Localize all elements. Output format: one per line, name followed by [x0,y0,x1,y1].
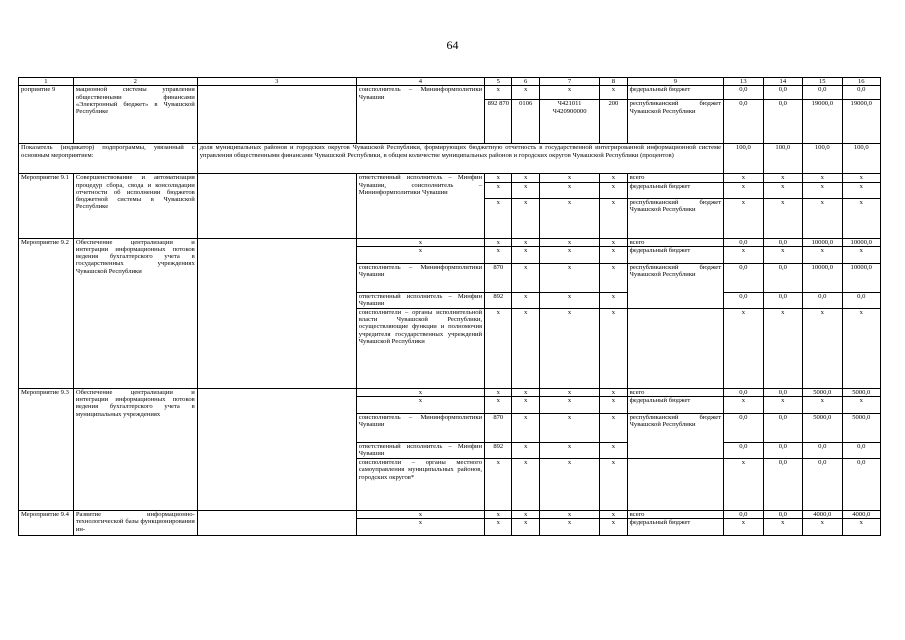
empty-cell [197,174,356,238]
cell: 0,0 [763,443,802,459]
cell: 100,0 [803,144,842,174]
cell: x [512,388,539,396]
cell: x [600,308,627,388]
cell: x [600,414,627,443]
cell: 0,0 [763,263,802,292]
cell: 10000,0 [842,263,880,292]
col-number: 2 [73,78,197,86]
cell: x [763,174,802,182]
col-number: 14 [763,78,802,86]
cell: x [600,174,627,182]
col-number: 4 [356,78,484,86]
cell: x [485,246,512,263]
cell: x [724,174,763,182]
col-number: 8 [600,78,627,86]
cell: 0,0 [842,292,880,308]
table-row [19,174,881,182]
cell: 5000,0 [803,388,842,396]
cell: 0,0 [724,86,763,100]
program-table [18,77,881,536]
cell: x [539,519,599,536]
cell: x [842,308,880,388]
cell: x [539,308,599,388]
funding-source: всего [627,174,724,182]
executor: ответственный исполнитель – Минфин Чувашии [356,443,484,459]
cell: x [356,519,484,536]
cell: 0,0 [763,292,802,308]
cell: x [724,246,763,263]
cell: x [512,182,539,198]
cell: x [763,397,802,414]
cell: 0,0 [842,443,880,459]
indicator-row [19,144,881,174]
cell: x [803,246,842,263]
cell: x [600,519,627,536]
cell: 0,0 [724,263,763,292]
empty-cell [627,459,724,511]
cell: x [600,246,627,263]
cell: 0,0 [724,292,763,308]
executor: соисполнители – органы местного самоуправления муниципальных районов, городских округов* [356,459,484,511]
cell: x [539,86,599,100]
cell: x [512,246,539,263]
cell: x [539,246,599,263]
cell: x [485,308,512,388]
cell: x [512,443,539,459]
col-number: 5 [485,78,512,86]
cell: 892 870 [485,100,512,144]
cell: x [600,443,627,459]
cell: 892 [485,292,512,308]
empty-cell [627,308,724,388]
cell: x [600,388,627,396]
cell: 100,0 [842,144,880,174]
cell: 0,0 [763,100,802,144]
empty-cell [197,511,356,536]
cell: x [356,388,484,396]
event-name: Развитие информационно-технологической базы функционирования ин- [73,511,197,536]
cell: x [600,198,627,238]
cell: x [763,308,802,388]
cell: 0,0 [724,100,763,144]
cell: x [539,443,599,459]
cell: x [724,198,763,238]
funding-source: республиканский бюджет Чувашской Республики [627,414,724,459]
cell: x [763,198,802,238]
cell: x [485,388,512,396]
cell: 0,0 [724,511,763,519]
cell: x [512,238,539,246]
cell: 100,0 [763,144,802,174]
executor: соисполнитель – Мининформполитики Чувашии [356,414,484,443]
cell: x [600,511,627,519]
cell: x [512,308,539,388]
cell: x [356,246,484,263]
cell: x [539,388,599,396]
cell: 5000,0 [803,414,842,443]
table-row [19,511,881,519]
table-row [19,388,881,396]
cell: x [803,182,842,198]
funding-source: всего [627,388,724,396]
table-row [19,238,881,246]
cell: x [842,198,880,238]
cell: x [539,292,599,308]
cell: x [485,198,512,238]
cell: 0,0 [803,443,842,459]
cell: x [842,174,880,182]
cell: x [600,238,627,246]
executor: ответственный исполнитель – Минфин Чувашии, соисполнитель – Мининформполитики Чувашии [356,174,484,238]
cell: 19000,0 [842,100,880,144]
cell: 100,0 [724,144,763,174]
cell: x [485,459,512,511]
indicator-text: доля муниципальных районов и городских округов Чувашской Республики, формирующих бюджетную отчетность в государственной интегрированной информационной системе управления общественными финансами Чувашской Республики, в общем количестве муниципальных районов и городских округов Чувашской Республики (процентов) [197,144,723,174]
cell: Ч421011 Ч420900000 [539,100,599,144]
cell: x [803,198,842,238]
cell: x [539,198,599,238]
col-number: 6 [512,78,539,86]
col-number: 7 [539,78,599,86]
cell: x [539,263,599,292]
cell: x [539,182,599,198]
empty-cell [197,86,356,144]
event-number: роприятие 9 [19,86,74,144]
event-number: Мероприятие 9.4 [19,511,74,536]
cell: 870 [485,414,512,443]
cell: x [485,238,512,246]
cell: x [842,182,880,198]
cell: x [803,519,842,536]
cell: 0,0 [724,414,763,443]
col-number: 16 [842,78,880,86]
cell: 5000,0 [842,414,880,443]
executor: соисполнитель – Мининформполитики Чувашии [356,263,484,292]
table-row [19,86,881,100]
cell: x [600,292,627,308]
col-number: 3 [197,78,356,86]
funding-source: республиканский бюджет Чувашской Республики [627,263,724,308]
cell: x [356,397,484,414]
funding-source: федеральный бюджет [627,86,724,100]
cell: 0,0 [803,292,842,308]
cell: x [512,86,539,100]
executor: ответственный исполнитель – Минфин Чувашии [356,292,484,308]
cell: x [763,246,802,263]
cell: 19000,0 [803,100,842,144]
column-number-row [19,78,881,86]
cell: 4000,0 [842,511,880,519]
empty-cell [197,388,356,510]
event-name: Обеспечение централизации и интеграции информационных потоков ведения бухгалтерского учета в муниципальных учреждениях [73,388,197,510]
cell: 870 [485,263,512,292]
event-name: Совершенствование и автоматизация процедур сбора, свода и консолидации отчетности об исполнении бюджетов бюджетной системы в Чувашской Республике [73,174,197,238]
cell: x [724,397,763,414]
cell: x [842,397,880,414]
cell: 0,0 [803,459,842,511]
cell: x [600,397,627,414]
funding-source: всего [627,238,724,246]
cell: x [600,182,627,198]
cell: 5000,0 [842,388,880,396]
cell: x [485,511,512,519]
funding-source: федеральный бюджет [627,519,724,536]
cell: 0,0 [803,86,842,100]
funding-source: всего [627,511,724,519]
cell: x [842,246,880,263]
cell: x [724,308,763,388]
cell: 10000,0 [842,238,880,246]
indicator-label: Показатель (индикатор) подпрограммы, увязанный с основным мероприятием: [19,144,198,174]
cell: 0,0 [724,443,763,459]
cell: x [724,519,763,536]
funding-source: республиканский бюджет Чувашской Республики [627,100,724,144]
cell: x [803,308,842,388]
funding-source: республиканский бюджет Чувашской Республики [627,198,724,238]
cell: x [600,263,627,292]
cell: x [763,519,802,536]
cell: 0,0 [763,86,802,100]
cell: 0,0 [763,388,802,396]
cell: x [724,459,763,511]
cell: x [600,459,627,511]
cell: x [539,511,599,519]
cell: x [512,459,539,511]
cell: 0,0 [724,238,763,246]
cell: x [512,414,539,443]
cell: 0,0 [842,459,880,511]
event-name: мационной системы управления общественными финансами «Электронный бюджет» в Чувашской Республике [73,86,197,144]
cell: 0,0 [842,86,880,100]
cell: x [539,459,599,511]
cell: x [485,519,512,536]
cell: x [356,511,484,519]
cell: x [485,86,512,100]
cell: 10000,0 [803,238,842,246]
executor: соисполнители – органы исполнительной власти Чувашской Республики, осуществляющие функции и полномочия учредителя государственных учреждений Чувашской Республики [356,308,484,388]
col-number: 13 [724,78,763,86]
cell: x [539,238,599,246]
cell: 200 [600,100,627,144]
cell: x [763,182,802,198]
funding-source: федеральный бюджет [627,182,724,198]
page-number: 64 [446,38,459,52]
cell: 892 [485,443,512,459]
event-number: Мероприятие 9.1 [19,174,74,238]
event-name: Обеспечение централизации и интеграции информационных потоков ведения бухгалтерского учета в государственных учреждениях Чувашской Республики [73,238,197,388]
cell: x [512,511,539,519]
executor: соисполнитель – Мининформполитики Чувашии [356,86,484,144]
funding-source: федеральный бюджет [627,246,724,263]
cell: 0,0 [763,459,802,511]
cell: 0,0 [763,238,802,246]
cell: x [485,397,512,414]
cell: x [539,174,599,182]
cell: 0,0 [763,414,802,443]
cell: x [485,182,512,198]
cell: x [512,292,539,308]
cell: x [512,397,539,414]
cell: x [512,198,539,238]
event-number: Мероприятие 9.2 [19,238,74,388]
cell: x [803,174,842,182]
empty-cell [197,238,356,388]
cell: x [539,397,599,414]
cell: 10000,0 [803,263,842,292]
cell: x [600,86,627,100]
cell: x [539,414,599,443]
cell: x [512,519,539,536]
cell: 0,0 [724,388,763,396]
cell: x [356,238,484,246]
cell: x [485,174,512,182]
cell: x [803,397,842,414]
col-number: 15 [803,78,842,86]
cell: x [512,263,539,292]
cell: x [842,519,880,536]
cell: 0106 [512,100,539,144]
cell: 0,0 [763,511,802,519]
col-number: 9 [627,78,724,86]
cell: x [724,182,763,198]
cell: x [512,174,539,182]
funding-source: федеральный бюджет [627,397,724,414]
event-number: Мероприятие 9.3 [19,388,74,510]
col-number: 1 [19,78,74,86]
cell: 4000,0 [803,511,842,519]
